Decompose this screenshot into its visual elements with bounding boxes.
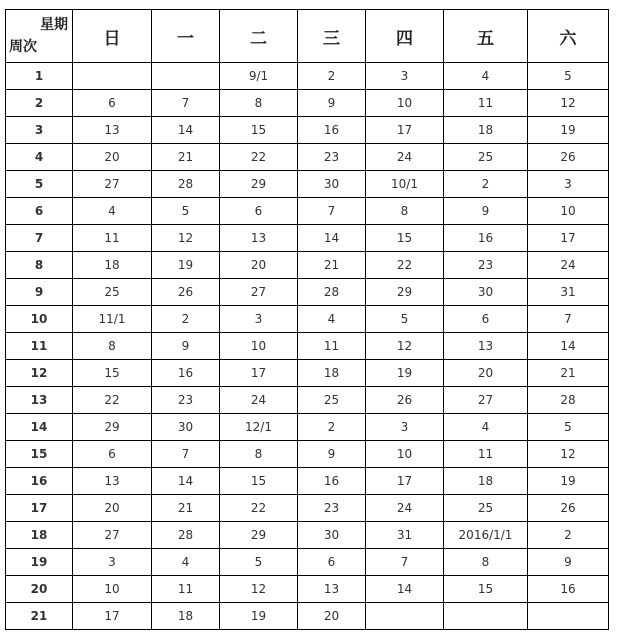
week-row [6,306,609,333]
date-cell: 4 [298,306,366,333]
date-cell: 14 [152,468,220,495]
date-cell: 12 [528,90,609,117]
date-cell: 26 [528,144,609,171]
date-cell: 6 [220,198,298,225]
date-cell: 21 [152,495,220,522]
week-number-cell: 2 [6,90,73,117]
date-cell: 3 [73,549,152,576]
date-cell: 28 [152,522,220,549]
date-cell: 27 [73,171,152,198]
week-row [6,441,609,468]
date-cell: 7 [366,549,444,576]
date-cell: 9/1 [220,63,298,90]
week-number-cell: 18 [6,522,73,549]
date-cell: 13 [298,576,366,603]
date-cell [444,603,528,630]
week-number-cell: 9 [6,279,73,306]
date-cell: 4 [444,63,528,90]
week-row [6,63,609,90]
date-cell: 15 [444,576,528,603]
date-cell: 16 [298,117,366,144]
week-number-cell: 19 [6,549,73,576]
date-cell: 25 [73,279,152,306]
date-cell [366,603,444,630]
date-cell: 13 [73,117,152,144]
date-cell: 15 [73,360,152,387]
date-cell: 10 [528,198,609,225]
date-cell: 18 [444,468,528,495]
date-cell: 23 [298,144,366,171]
date-cell: 22 [73,387,152,414]
date-cell: 12 [220,576,298,603]
date-cell: 13 [73,468,152,495]
date-cell: 26 [528,495,609,522]
date-cell: 17 [366,468,444,495]
date-cell: 12 [528,441,609,468]
date-cell: 12/1 [220,414,298,441]
date-cell: 30 [444,279,528,306]
week-number-cell: 15 [6,441,73,468]
date-cell: 16 [528,576,609,603]
date-cell: 19 [528,468,609,495]
date-cell: 8 [73,333,152,360]
date-cell: 18 [298,360,366,387]
date-cell: 27 [444,387,528,414]
date-cell: 29 [73,414,152,441]
day-header-mon: 一 [152,10,220,63]
date-cell: 24 [366,495,444,522]
date-cell: 10 [220,333,298,360]
date-cell: 3 [366,414,444,441]
date-cell: 17 [220,360,298,387]
date-cell: 12 [366,333,444,360]
date-cell: 5 [528,414,609,441]
date-cell: 19 [220,603,298,630]
day-header-fri: 五 [444,10,528,63]
week-number-cell: 7 [6,225,73,252]
date-cell: 2 [444,171,528,198]
week-number-cell: 4 [6,144,73,171]
week-row [6,387,609,414]
week-number-cell: 6 [6,198,73,225]
week-row [6,279,609,306]
week-row [6,333,609,360]
date-cell: 26 [152,279,220,306]
date-cell: 2 [528,522,609,549]
week-number-cell: 12 [6,360,73,387]
week-number-cell: 10 [6,306,73,333]
date-cell: 15 [220,117,298,144]
date-cell: 8 [220,90,298,117]
week-number-cell: 21 [6,603,73,630]
week-row [6,549,609,576]
date-cell: 15 [366,225,444,252]
date-cell: 6 [298,549,366,576]
date-cell: 28 [152,171,220,198]
date-cell: 22 [220,495,298,522]
corner-header-cell [6,10,73,63]
date-cell: 24 [366,144,444,171]
date-cell: 2 [298,63,366,90]
date-cell: 27 [220,279,298,306]
date-cell: 2 [298,414,366,441]
date-cell: 20 [298,603,366,630]
date-cell: 25 [298,387,366,414]
date-cell [73,63,152,90]
day-header-thu: 四 [366,10,444,63]
week-row [6,198,609,225]
day-header-wed: 三 [298,10,366,63]
date-cell: 9 [528,549,609,576]
date-cell: 6 [73,90,152,117]
date-cell: 30 [152,414,220,441]
date-cell: 18 [152,603,220,630]
day-header-tue: 二 [220,10,298,63]
date-cell: 14 [366,576,444,603]
date-cell: 23 [444,252,528,279]
date-cell: 24 [220,387,298,414]
date-cell: 5 [220,549,298,576]
week-number-cell: 13 [6,387,73,414]
date-cell: 28 [298,279,366,306]
date-cell: 16 [152,360,220,387]
date-cell: 2 [152,306,220,333]
day-header-sun: 日 [73,10,152,63]
week-row [6,603,609,630]
date-cell: 10 [366,441,444,468]
date-cell: 7 [528,306,609,333]
week-row [6,171,609,198]
date-cell: 7 [152,441,220,468]
date-cell: 14 [528,333,609,360]
date-cell: 8 [220,441,298,468]
date-cell: 2016/1/1 [444,522,528,549]
date-cell: 9 [444,198,528,225]
date-cell: 13 [220,225,298,252]
date-cell: 18 [73,252,152,279]
week-number-cell: 14 [6,414,73,441]
date-cell: 20 [220,252,298,279]
week-number-cell: 20 [6,576,73,603]
week-row [6,414,609,441]
date-cell: 30 [298,171,366,198]
date-cell: 5 [528,63,609,90]
date-cell: 11 [298,333,366,360]
date-cell: 14 [298,225,366,252]
date-cell: 3 [220,306,298,333]
week-row [6,468,609,495]
day-header-sat: 六 [528,10,609,63]
date-cell: 17 [73,603,152,630]
date-cell: 11 [73,225,152,252]
week-number-cell: 1 [6,63,73,90]
date-cell: 23 [298,495,366,522]
date-cell: 20 [444,360,528,387]
date-cell: 16 [444,225,528,252]
date-cell: 20 [73,495,152,522]
date-cell: 23 [152,387,220,414]
week-number-cell: 8 [6,252,73,279]
date-cell: 8 [444,549,528,576]
weekday-corner-label: 星期 [40,17,68,33]
week-number-cell: 3 [6,117,73,144]
date-cell: 8 [366,198,444,225]
date-cell: 5 [366,306,444,333]
date-cell: 9 [152,333,220,360]
date-cell: 19 [152,252,220,279]
date-cell: 29 [220,522,298,549]
date-cell: 5 [152,198,220,225]
date-cell: 4 [73,198,152,225]
date-cell: 3 [528,171,609,198]
date-cell: 28 [528,387,609,414]
week-row [6,360,609,387]
date-cell: 17 [366,117,444,144]
week-number-corner-label: 周次 [9,39,37,55]
date-cell: 30 [298,522,366,549]
date-cell: 29 [220,171,298,198]
date-cell: 21 [298,252,366,279]
week-row [6,144,609,171]
date-cell: 25 [444,495,528,522]
week-number-cell: 11 [6,333,73,360]
date-cell: 29 [366,279,444,306]
date-cell: 16 [298,468,366,495]
week-row [6,90,609,117]
date-cell: 19 [366,360,444,387]
date-cell: 12 [152,225,220,252]
date-cell: 18 [444,117,528,144]
date-cell: 11 [152,576,220,603]
date-cell: 10 [73,576,152,603]
date-cell: 9 [298,441,366,468]
date-cell: 22 [220,144,298,171]
date-cell: 25 [444,144,528,171]
date-cell: 17 [528,225,609,252]
week-row [6,522,609,549]
date-cell: 9 [298,90,366,117]
date-cell: 20 [73,144,152,171]
week-row [6,495,609,522]
week-number-cell: 16 [6,468,73,495]
date-cell: 11 [444,90,528,117]
date-cell: 21 [152,144,220,171]
date-cell: 19 [528,117,609,144]
date-cell: 24 [528,252,609,279]
date-cell: 15 [220,468,298,495]
date-cell: 21 [528,360,609,387]
date-cell: 11 [444,441,528,468]
date-cell: 3 [366,63,444,90]
date-cell [152,63,220,90]
date-cell: 31 [366,522,444,549]
date-cell [528,603,609,630]
date-cell: 27 [73,522,152,549]
week-row [6,117,609,144]
date-cell: 7 [298,198,366,225]
week-number-cell: 17 [6,495,73,522]
week-row [6,225,609,252]
calendar-table [5,9,609,630]
date-cell: 10/1 [366,171,444,198]
date-cell: 4 [444,414,528,441]
calendar-body [6,63,609,630]
week-row [6,576,609,603]
date-cell: 31 [528,279,609,306]
date-cell: 13 [444,333,528,360]
date-cell: 11/1 [73,306,152,333]
date-cell: 6 [73,441,152,468]
date-cell: 6 [444,306,528,333]
date-cell: 22 [366,252,444,279]
date-cell: 26 [366,387,444,414]
date-cell: 14 [152,117,220,144]
week-row [6,252,609,279]
week-number-cell: 5 [6,171,73,198]
date-cell: 10 [366,90,444,117]
date-cell: 7 [152,90,220,117]
header-row [6,10,609,63]
date-cell: 4 [152,549,220,576]
